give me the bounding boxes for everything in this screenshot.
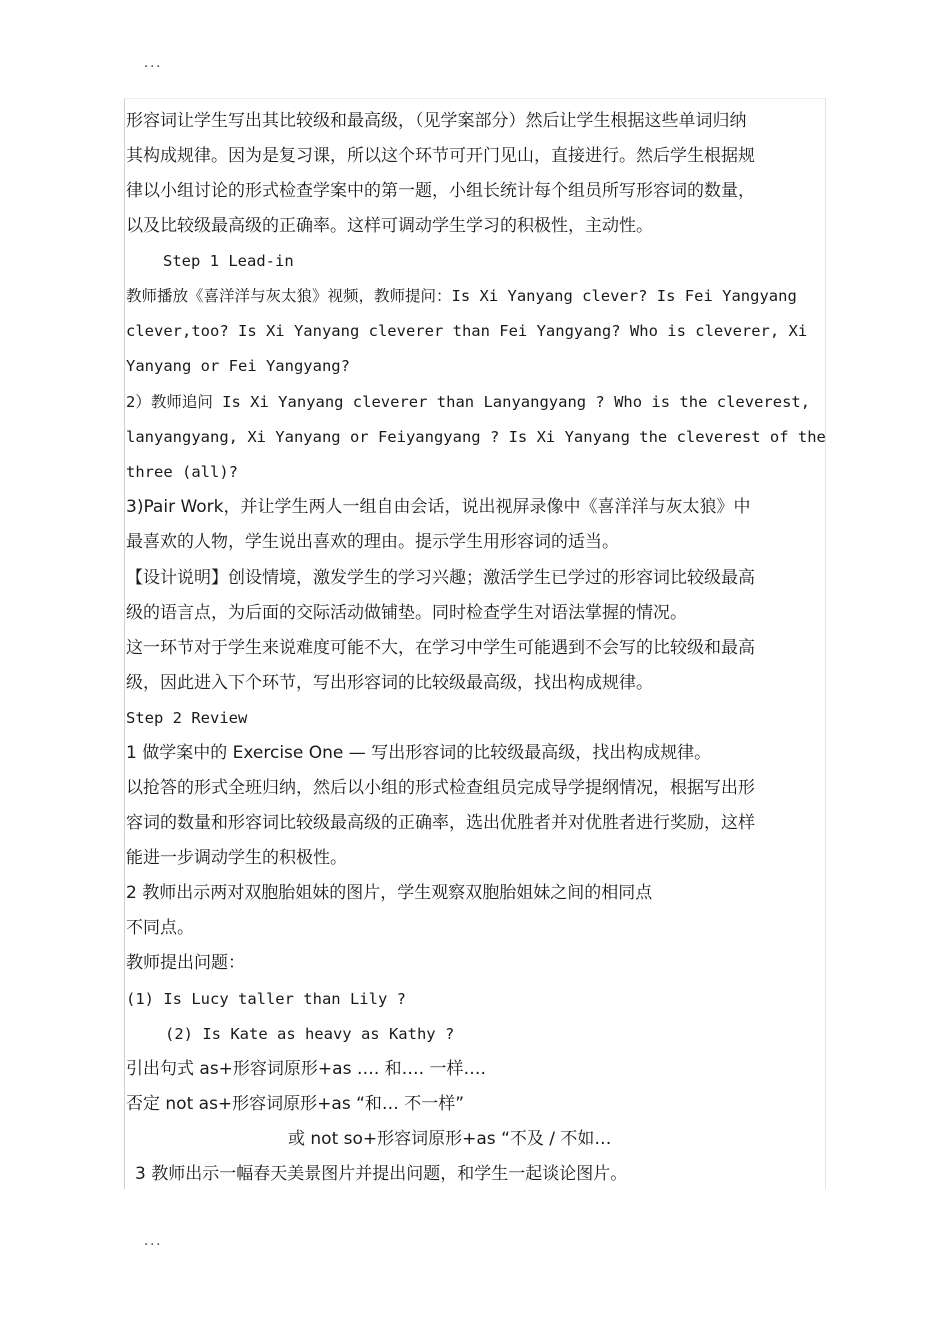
- step-2-heading: Step 2 Review: [126, 709, 248, 727]
- step-1-heading: Step 1 Lead-in: [163, 252, 294, 270]
- text-line: 以及比较级最高级的正确率。这样可调动学生学习的积极性，主动性。: [126, 216, 653, 236]
- text-line: 引出句式 as+形容词原形+as …. 和…. 一样….: [126, 1059, 486, 1079]
- text-line: 2 教师出示两对双胞胎姐妹的图片，学生观察双胞胎姐妹之间的相同点: [126, 883, 653, 903]
- page-footer-ellipsis: ...: [144, 1234, 163, 1249]
- text-line: 3 教师出示一幅春天美景图片并提出问题，和学生一起谈论图片。: [135, 1164, 628, 1184]
- text-line: 3)Pair Work，并让学生两人一组自由会话，说出视屏录像中《喜洋洋与灰太狼》中: [126, 497, 751, 517]
- page-header-ellipsis: ...: [144, 56, 163, 71]
- text-line: 形容词让学生写出其比较级和最高级，（见学案部分）然后让学生根据这些单词归纳: [126, 111, 747, 131]
- text-line: 最喜欢的人物，学生说出喜欢的理由。提示学生用形容词的适当。: [126, 532, 619, 552]
- text-line: 教师播放《喜洋洋与灰太狼》视频，教师提问：Is Xi Yanyang clever? Is Fei Yangyang: [126, 287, 797, 305]
- text-line: Yanyang or Fei Yangyang?: [126, 357, 350, 375]
- text-line: 这一环节对于学生来说难度可能不大，在学习中学生可能遇到不会写的比较级和最高: [126, 638, 755, 658]
- text-line: 1 做学案中的 Exercise One — 写出形容词的比较级最高级，找出构成规律。: [126, 743, 712, 763]
- text-line: 容词的数量和形容词比较级最高级的正确率，选出优胜者并对优胜者进行奖励，这样: [126, 813, 755, 833]
- text-line: 级的语言点，为后面的交际活动做铺垫。同时检查学生对语法掌握的情况。: [126, 603, 687, 623]
- text-line: 否定 not as+形容词原形+as “和… 不一样”: [126, 1094, 465, 1114]
- text-line: 不同点。: [126, 918, 194, 938]
- text-line: 级，因此进入下个环节，写出形容词的比较级最高级，找出构成规律。: [126, 673, 653, 693]
- text-line: clever,too? Is Xi Yanyang cleverer than Fei Yangyang? Who is cleverer, Xi: [126, 322, 808, 340]
- text-line: lanyangyang, Xi Yanyang or Feiyangyang ? Is Xi Yanyang the cleverest of the: [126, 428, 826, 446]
- text-line: 能进一步调动学生的积极性。: [126, 848, 347, 868]
- text-line: 教师提出问题：: [126, 953, 245, 973]
- question-1: (1) Is Lucy taller than Lily ?: [126, 990, 406, 1008]
- question-2: (2) Is Kate as heavy as Kathy ?: [165, 1025, 455, 1043]
- text-line: three (all)?: [126, 463, 238, 481]
- text-line: 2）教师追问 Is Xi Yanyang cleverer than Lanyangyang ? Who is the cleverest,: [126, 393, 811, 411]
- text-line: 以抢答的形式全班归纳，然后以小组的形式检查组员完成导学提纲情况，根据写出形: [126, 778, 755, 798]
- text-line: 或 not so+形容词原形+as “不及 / 不如…: [288, 1129, 612, 1149]
- text-line: 其构成规律。因为是复习课，所以这个环节可开门见山，直接进行。然后学生根据规: [126, 146, 755, 166]
- design-note-line: 【设计说明】创设情境，激发学生的学习兴趣；激活学生已学过的形容词比较级最高: [126, 568, 755, 588]
- text-line: 律以小组讨论的形式检查学案中的第一题，小组长统计每个组员所写形容词的数量，: [126, 181, 755, 201]
